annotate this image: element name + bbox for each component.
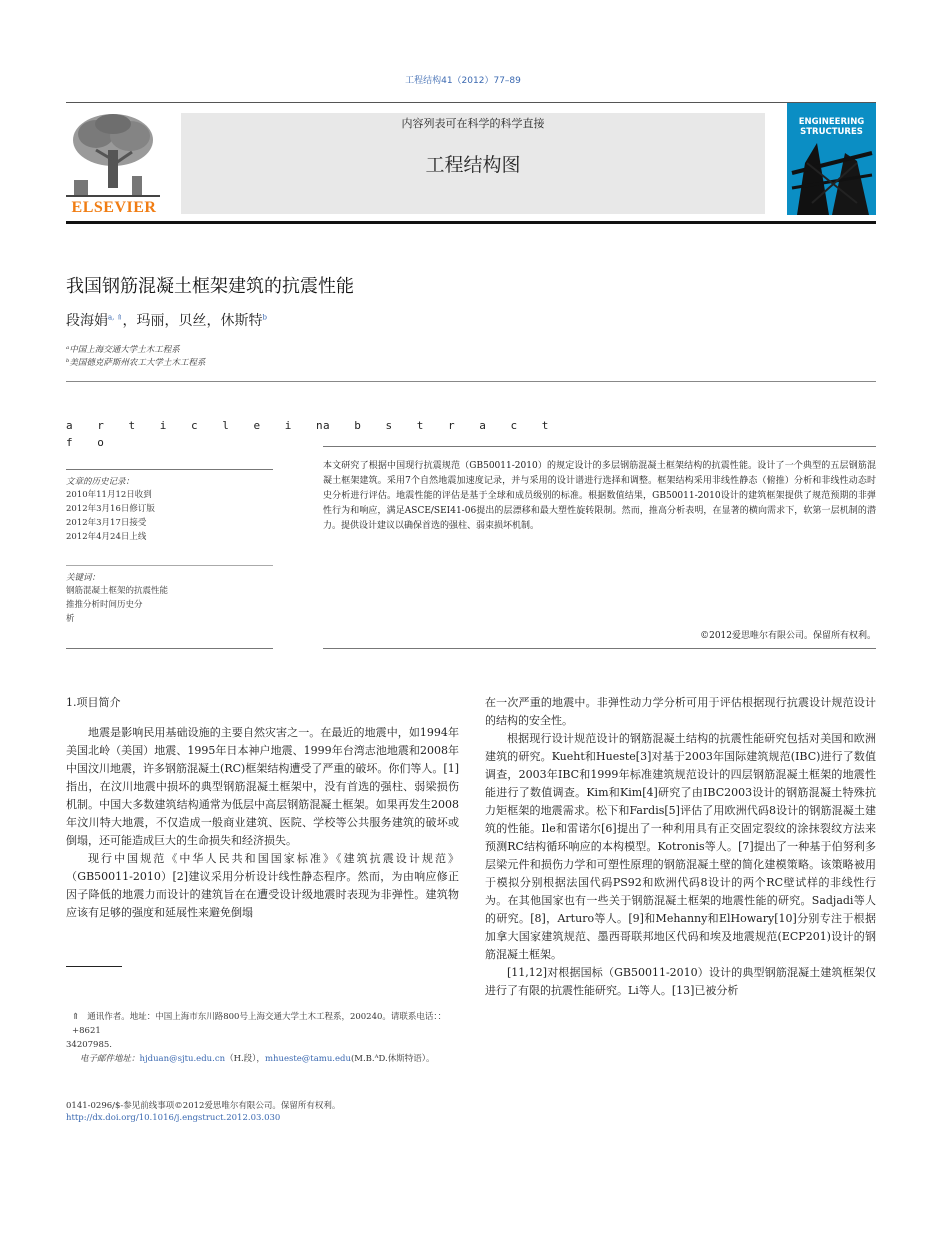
article-info-rule xyxy=(66,469,273,470)
article-info-bottom-rule xyxy=(66,648,273,649)
abstract-bottom-rule xyxy=(323,648,876,649)
body-paragraph: 在一次严重的地震中。非弹性动力学分析可用于评估根据现行抗震设计规范设计的结构的安全性。 xyxy=(485,696,876,727)
history-accepted: 2012年3月17日接受 xyxy=(66,518,147,528)
journal-cover-image[interactable] xyxy=(787,103,876,215)
other-authors[interactable]: ，玛丽，贝丝，休斯特 xyxy=(122,313,263,329)
body-paragraph: 根据现行设计规范设计的钢筋混凝土结构的抗震性能研究包括对美国和欧洲建筑的研究。Kueht和Hueste[3]对基于2003年国际建筑规范(IBC)进行了数值调查，2003年IBC和1999年标准建筑规范设计的四层钢筋混凝土框架的地震性能进行了数值调查。Kim和Kim[4]研究了由IBC2003设计的钢筋混凝土特殊抗力矩框架的地震需求。松下和Fardis[5]评估了用欧洲代码8设计的钢筋混凝土建筑的性能。Ile和雷诺尔[6]提出了一种利用具有正交固定裂纹的涂抹裂纹方法来预测RC结构循环响应的本构模型。Kotronis等人。[7]提出了一种基于伯努利多层梁元件和损伤力学和可塑性原理的钢筋混凝土壁的简化建模策略。该策略被用于模拟分别根据法国代码PS92和欧洲代码8设计的两个RC壁试样的非线性行为。在其他国家也有一些关于钢筋混凝土框架的地震性能的研究。Sadjadi等人的研究。[8]，Arturo等人。[9]和Mehanny和ElHowary[10]分别专注于根据加拿大国家建筑规范、墨西哥联邦地区代码和埃及地震规范(ECP201)设计的钢筋混凝土框架。 xyxy=(485,732,876,961)
elsevier-wordmark: ELSEVIER xyxy=(71,199,157,216)
history-revised: 2012年3月16日修订版 xyxy=(66,504,155,514)
affiliation-a: ᵃ中国上海交通大学土木工程系 xyxy=(66,345,180,355)
doi-url[interactable]: http://dx.doi.org/10.1016/j.engstruct.2012.03.030 xyxy=(66,1113,281,1123)
header-bottom-rule xyxy=(66,221,876,224)
affiliation-b: ᵇ美国德克萨斯州农工大学土木工程系 xyxy=(66,358,206,368)
right-column xyxy=(485,694,876,1000)
article-title: 我国钢筋混凝土框架建筑的抗震性能 xyxy=(66,276,354,297)
keyword-item[interactable]: 钢筋混凝土框架的抗震性能 xyxy=(66,586,169,596)
author-mark-b[interactable]: b xyxy=(262,313,267,322)
author-list xyxy=(66,310,267,330)
footnote-rule xyxy=(66,966,122,967)
keywords-rule xyxy=(66,565,273,566)
footnote-phone: 34207985. xyxy=(66,1040,112,1050)
email-note-duan: （H.段）， xyxy=(225,1054,265,1064)
email-label: 电子邮件地址： xyxy=(80,1054,140,1064)
abstract-rule xyxy=(323,446,876,447)
keyword-item[interactable]: 推推分析时间历史分 xyxy=(66,600,143,610)
banner-subtitle: 内容列表可在科学的科学直接 xyxy=(401,117,545,130)
abstract-heading: a b s t r a c t xyxy=(323,419,558,432)
history-received: 2010年11月12日收到 xyxy=(66,490,152,500)
history-label: 文章的历史记录： xyxy=(66,477,135,487)
email-link-duan[interactable]: hjduan@sjtu.edu.cn xyxy=(139,1054,226,1064)
first-author[interactable]: 段海娟 xyxy=(66,313,108,329)
corresponding-author-footnote xyxy=(66,1010,459,1066)
email-note-hueste: (M.B.ᴬD.休斯特语）。 xyxy=(350,1054,435,1064)
cover-title: ENGINEERING STRUCTURES xyxy=(798,117,865,137)
title-block-rule xyxy=(66,381,876,382)
body-paragraph: 现行中国规范《中华人民共和国国家标准》《建筑抗震设计规范》（GB50011-2010）[2]建议采用分析设计线性静态程序。然而，为由响应修正因子降低的地震力而设计的建筑旨在在遭受设计级地震时表现为非弹性。建筑物应该有足够的强度和延展性来避免倒塌 xyxy=(66,852,459,919)
footnote-address: 通讯作者。地址：中国上海市东川路800号上海交通大学土木工程系，200240。请联系电话：：+8621 xyxy=(72,1012,447,1036)
issn-line: 0141-0296/$-参见前线事项©2012爱思唯尔有限公司。保留所有权利。 xyxy=(66,1101,341,1111)
abstract-copyright: ©2012爱思唯尔有限公司。保留所有权利。 xyxy=(700,631,876,641)
journal-citation[interactable]: 工程结构41（2012）77–89 xyxy=(405,76,521,86)
section-heading: 1.项目简介 xyxy=(66,696,121,709)
history-online: 2012年4月24日上线 xyxy=(66,532,147,542)
article-info-heading: a r t i c l e i n xyxy=(66,419,332,432)
doi-link[interactable] xyxy=(66,1111,280,1125)
keyword-item[interactable]: 析 xyxy=(66,614,75,624)
banner-journal-title: 工程结构图 xyxy=(425,154,521,176)
body-paragraph: 地震是影响民用基础设施的主要自然灾害之一。在最近的地震中，如1994年美国北岭（美国）地震、1995年日本神户地震、1999年台湾志池地震和2008年中国汶川地震，许多钢筋混凝土(RC)框架结构遭受了严重的破坏。你们等人。[1]指出，在汶川地震中损坏的典型钢筋混凝土框架中，没有首选的强柱、弱梁损伤机制。中国大多数建筑结构通常为低层中高层钢筋混凝土框架。如果再发生2008年汶川特大地震，不仅造成一般商业建筑、医院、学校等公共服务建筑的破坏或倒塌，还可能造成巨大的生命损失和经济损失。 xyxy=(66,726,459,847)
email-link-hueste[interactable]: mhueste@tamu.edu xyxy=(264,1054,351,1064)
header-top-rule xyxy=(66,102,876,103)
footnote-mark: ⇑ xyxy=(72,1012,80,1022)
author-marks[interactable]: a, ⇑ xyxy=(108,313,123,322)
left-column xyxy=(66,724,459,922)
body-paragraph: [11,12]对根据国标（GB50011-2010）设计的典型钢筋混凝土建筑框架仅进行了有限的抗震性能研究。Li等人。[13]已被分析 xyxy=(485,966,876,997)
keywords-label: 关键词： xyxy=(66,573,101,583)
abstract-text: 本文研究了根据中国现行抗震规范（GB50011-2010）的规定设计的多层钢筋混凝土框架结构的抗震性能。设计了一个典型的五层钢筋混凝土框架建筑。采用7个自然地震加速度记录，并与采用的设计谱进行选择和调整。框架结构采用非线性静态（俯推）分析和非线性动态时史分析进行评估。地震性能的评估是基于全球和成员级别的标准。根据数值结果，GB50011-2010设计的建筑框架提供了规范预期的非弹性行为和响应，满足ASCE/SEI41-06提出的层漂移和最大塑性旋转限制。然而，推高分析表明，在显著的横向需求下，软第一层机制的潜力。提供设计建议以确保首选的强柱、弱束损坏机制。 xyxy=(323,461,876,531)
article-info-heading-cont: f o xyxy=(66,436,113,449)
